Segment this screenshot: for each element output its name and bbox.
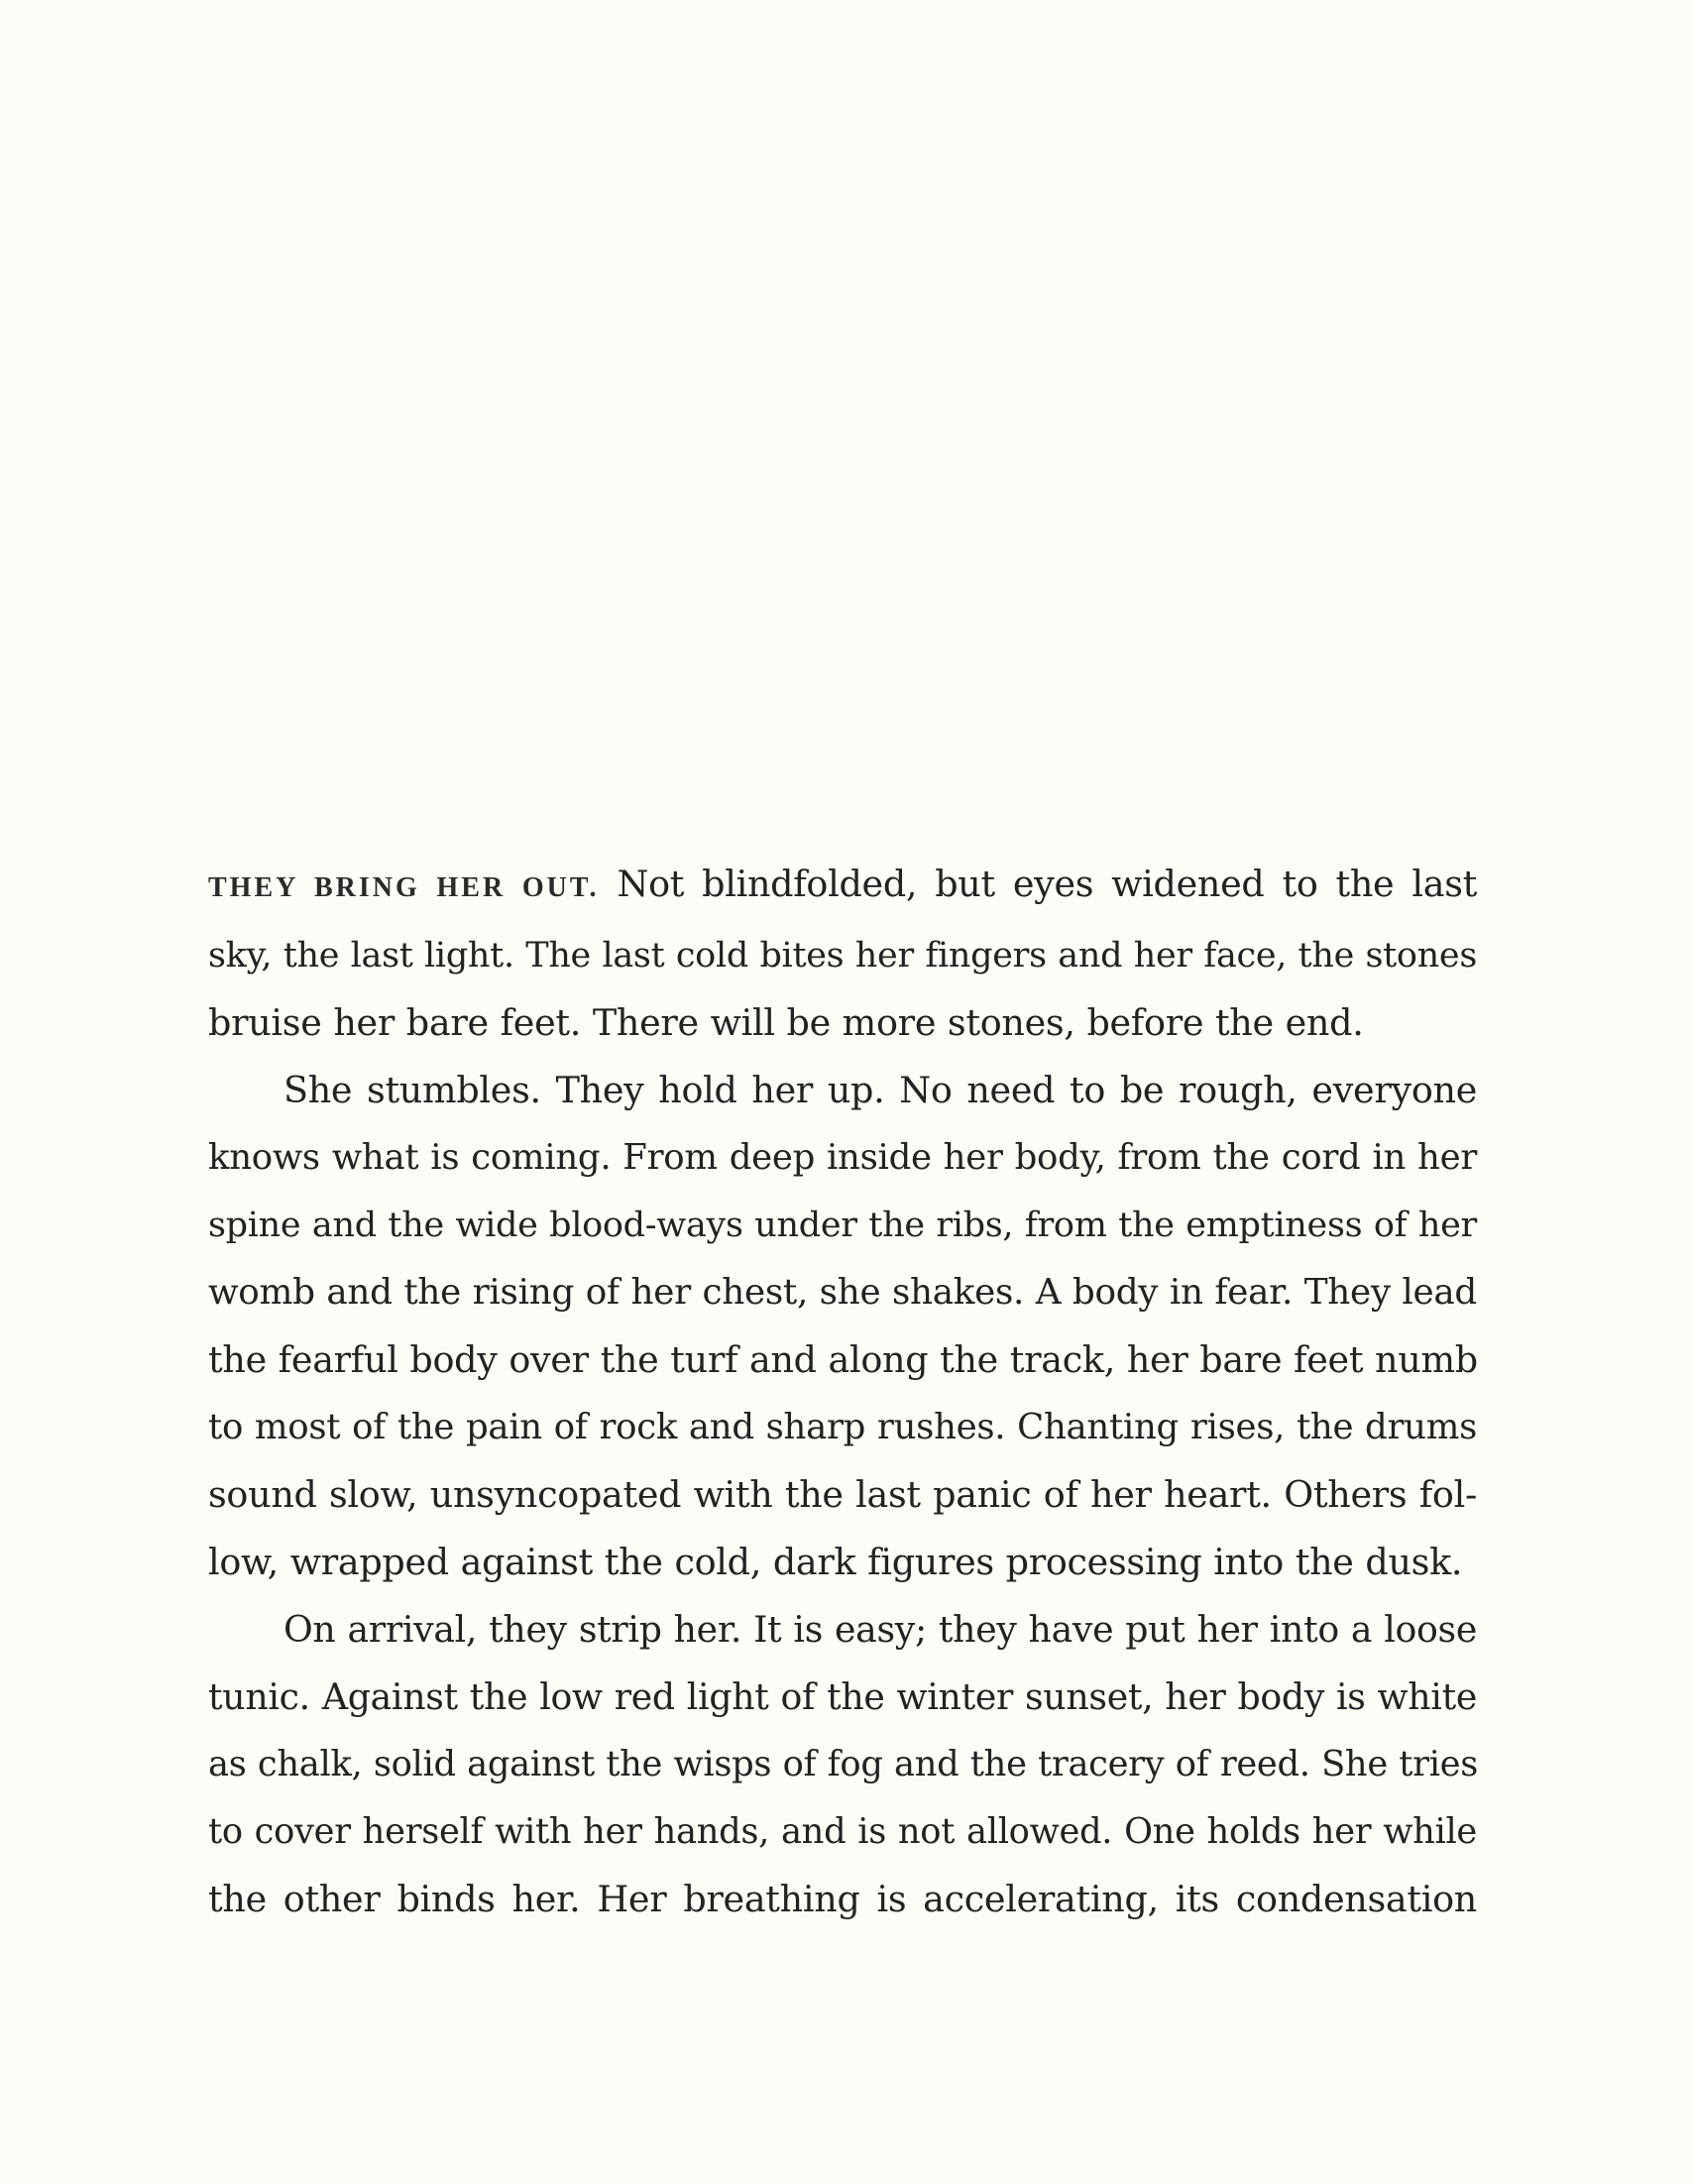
text-line: She stumbles. They hold her up. No need to be rough, everyone <box>283 1069 1477 1111</box>
text-line: the other binds her. Her breathing is accelerating, its condensation <box>208 1878 1477 1920</box>
text-line: On arrival, they strip her. It is easy; they have put her into a loose <box>283 1608 1477 1651</box>
text-line: to cover herself with her hands, and is not allowed. One holds her while <box>208 1811 1477 1852</box>
text-line: sky, the last light. The last cold bites her fingers and her face, the stones <box>208 936 1477 976</box>
text-line: sound slow, unsyncopated with the last panic of her heart. Others fol- <box>208 1473 1477 1516</box>
text-line: womb and the rising of her chest, she shakes. A body in fear. They lead <box>208 1272 1477 1313</box>
opening-small-caps: THEY BRING HER OUT. <box>208 872 600 903</box>
text-line: to most of the pain of rock and sharp rushes. Chanting rises, the drums <box>208 1407 1477 1447</box>
text-line: low, wrapped against the cold, dark figures processing into the dusk. <box>208 1541 1463 1583</box>
text-line: spine and the wide blood-ways under the ribs, from the emptiness of her <box>208 1206 1477 1245</box>
text-line: tunic. Against the low red light of the winter sunset, her body is white <box>208 1675 1477 1718</box>
text-line: knows what is coming. From deep inside her body, from the cord in her <box>208 1137 1477 1178</box>
text-line: as chalk, solid against the wisps of fog and the tracery of reed. She tries <box>208 1744 1479 1784</box>
paragraph-2 <box>208 1057 1477 1596</box>
paragraph-3 <box>208 1596 1477 1933</box>
text-line: THEY BRING HER OUT. Not blindfolded, but eyes widened to the last <box>208 862 1477 905</box>
paragraph-1 <box>208 851 1477 1057</box>
body-text <box>208 851 1477 1933</box>
text-line: bruise her bare feet. There will be more stones, before the end. <box>208 1001 1364 1044</box>
text-line: the fearful body over the turf and along the track, her bare feet numb <box>208 1338 1478 1381</box>
